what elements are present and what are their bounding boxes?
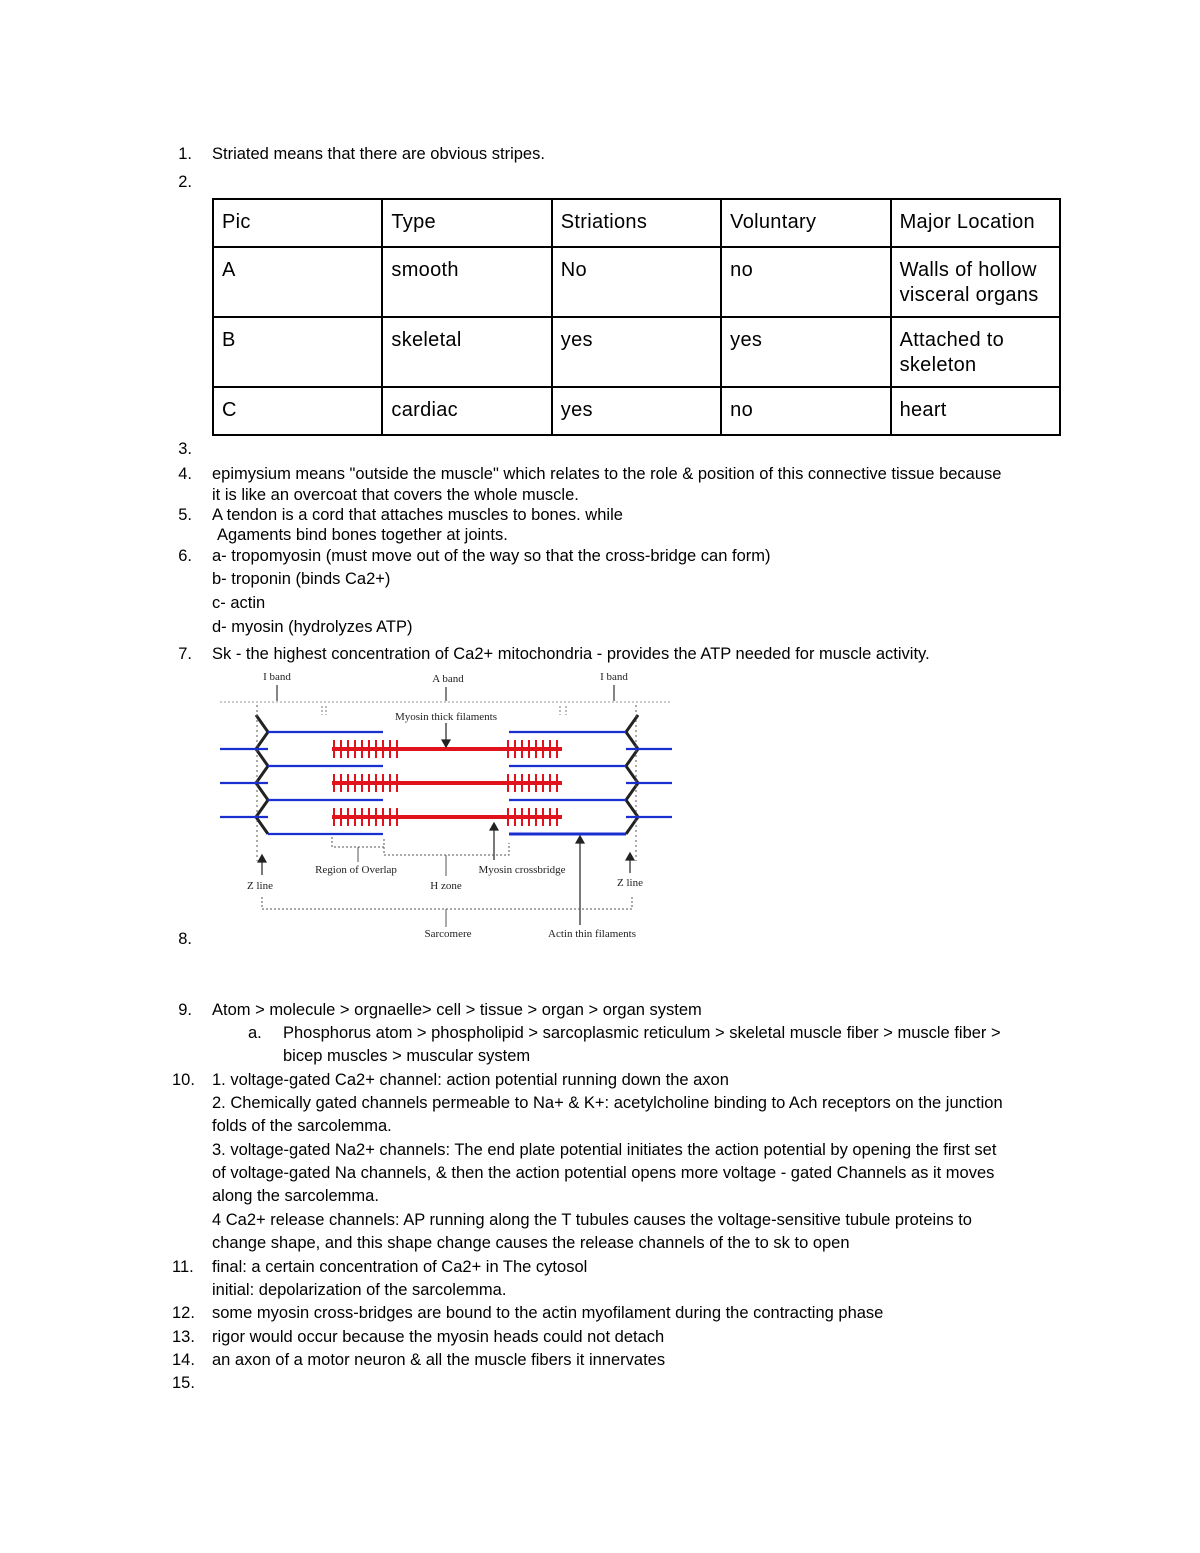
label-myosin-thick: Myosin thick filaments: [394, 711, 498, 723]
answer-5-line-1: A tendon is a cord that attaches muscles to bones. while: [212, 506, 623, 524]
item-number-5: 5.: [178, 506, 192, 524]
label-actin-thin: Actin thin filaments: [548, 928, 636, 940]
answer-6-c: c- actin: [212, 594, 266, 612]
item-number-14: 14.: [172, 1351, 195, 1369]
table-row: [213, 247, 1060, 317]
answer-9: Atom > molecule > orgnaelle> cell > tissue > organ > organ system: [212, 1001, 702, 1019]
answer-10-line-3: folds of the sarcolemma.: [212, 1117, 392, 1135]
table-cell: Attached to skeleton: [891, 317, 1060, 387]
answer-6-a: a- tropomyosin (must move out of the way so that the cross-bridge can form): [212, 547, 771, 565]
item-number-12: 12.: [172, 1304, 195, 1322]
z-right-arrowhead: [626, 853, 634, 860]
table-cell: Walls of hollow visceral organs: [891, 247, 1060, 317]
table-cell: No: [552, 247, 721, 317]
item-number-6: 6.: [178, 547, 192, 565]
myosin-thick-arrowhead: [442, 740, 450, 747]
item-number-15: 15.: [172, 1374, 195, 1392]
item-number-11: 11.: [172, 1258, 194, 1276]
z-left-arrowhead: [258, 855, 266, 862]
answer-11-line-2: initial: depolarization of the sarcolemma.: [212, 1281, 507, 1299]
sarcomere-bracket: [262, 897, 632, 909]
muscle-types-table: [212, 198, 1061, 436]
table-cell: yes: [552, 317, 721, 387]
answer-9-sub-line-2: bicep muscles > muscular system: [283, 1047, 531, 1065]
table-cell: C: [213, 387, 382, 435]
table-cell: skeletal: [382, 317, 551, 387]
table-cell: cardiac: [382, 387, 551, 435]
myosin-filaments: [332, 749, 562, 817]
answer-14: an axon of a motor neuron & all the muscle fibers it innervates: [212, 1351, 666, 1369]
table-cell: yes: [721, 317, 890, 387]
table-cell: B: [213, 317, 382, 387]
item-number-1: 1.: [178, 145, 192, 163]
answer-11-line-1: final: a certain concentration of Ca2+ in The cytosol: [212, 1258, 588, 1276]
answer-7: Sk - the highest concentration of Ca2+ mitochondria - provides the ATP needed for muscle activity.: [212, 645, 930, 663]
answer-13: rigor would occur because the myosin heads could not detach: [212, 1328, 665, 1346]
label-h-zone: H zone: [430, 880, 462, 892]
answer-10-line-7: 4 Ca2+ release channels: AP running along the T tubules causes the voltage-sensitive tubule proteins to: [212, 1211, 972, 1229]
label-i-band-left: I band: [263, 671, 291, 683]
table-cell: no: [721, 387, 890, 435]
answer-9-sub-letter: a.: [248, 1024, 262, 1042]
item-number-13: 13.: [172, 1328, 195, 1346]
crossbridge-arrowhead: [490, 823, 498, 830]
answer-10-line-8: change shape, and this shape change causes the release channels of the to sk to open: [212, 1234, 850, 1252]
answer-10-line-1: 1. voltage-gated Ca2+ channel: action potential running down the axon: [212, 1071, 729, 1089]
answer-10-line-6: along the sarcolemma.: [212, 1187, 379, 1205]
answer-4-line-1: epimysium means "outside the muscle" which relates to the role & position of this connective tissue because: [212, 465, 1002, 483]
answer-12: some myosin cross-bridges are bound to the actin myofilament during the contracting phase: [212, 1304, 884, 1322]
header-voluntary: Voluntary: [721, 199, 890, 247]
table-cell: A: [213, 247, 382, 317]
answer-5-line-2: Agaments bind bones together at joints.: [217, 526, 508, 544]
item-number-10: 10.: [172, 1071, 195, 1089]
answer-10-line-2: 2. Chemically gated channels permeable to Na+ & K+: acetylcholine binding to Ach receptors on the junction: [212, 1094, 1003, 1112]
item-number-8: 8.: [178, 930, 192, 948]
answer-6-d: d- myosin (hydrolyzes ATP): [212, 618, 413, 636]
table-row: [213, 317, 1060, 387]
item-number-9: 9.: [178, 1001, 192, 1019]
h-zone-bracket: [384, 843, 509, 855]
table-cell: no: [721, 247, 890, 317]
label-a-band: A band: [432, 673, 464, 685]
header-major-location: Major Location: [891, 199, 1060, 247]
table-cell: smooth: [382, 247, 551, 317]
answer-4-line-2: it is like an overcoat that covers the whole muscle.: [212, 486, 579, 504]
header-type: Type: [382, 199, 551, 247]
answer-10-line-4: 3. voltage-gated Na2+ channels: The end plate potential initiates the action potential by opening the first set: [212, 1141, 997, 1159]
table-header-row: [213, 199, 1060, 247]
answer-10-line-5: of voltage-gated Na channels, & then the action potential opens more voltage - gated Channels as it moves: [212, 1164, 995, 1182]
item-number-4: 4.: [178, 465, 192, 483]
label-region-overlap: Region of Overlap: [315, 864, 397, 876]
item-number-3: 3.: [178, 440, 192, 458]
header-pic: Pic: [213, 199, 382, 247]
actin-thin-arrowhead: [576, 836, 584, 843]
header-striations: Striations: [552, 199, 721, 247]
item-number-2: 2.: [178, 173, 192, 191]
answer-6-b: b- troponin (binds Ca2+): [212, 570, 391, 588]
label-z-line-left: Z line: [247, 880, 273, 892]
answer-1: Striated means that there are obvious stripes.: [212, 145, 545, 163]
label-myosin-crossbridge: Myosin crossbridge: [478, 864, 566, 876]
table-cell: heart: [891, 387, 1060, 435]
label-i-band-right: I band: [600, 671, 628, 683]
diagram-arrows: [258, 723, 634, 925]
sarcomere-diagram: [210, 665, 680, 945]
label-z-line-right: Z line: [617, 877, 643, 889]
overlap-bracket: [332, 837, 384, 847]
item-number-7: 7.: [178, 645, 192, 663]
table-row: [213, 387, 1060, 435]
table-cell: yes: [552, 387, 721, 435]
answer-9-sub-line-1: Phosphorus atom > phospholipid > sarcoplasmic reticulum > skeletal muscle fiber > muscle fiber >: [283, 1024, 1001, 1042]
label-sarcomere: Sarcomere: [424, 928, 472, 940]
